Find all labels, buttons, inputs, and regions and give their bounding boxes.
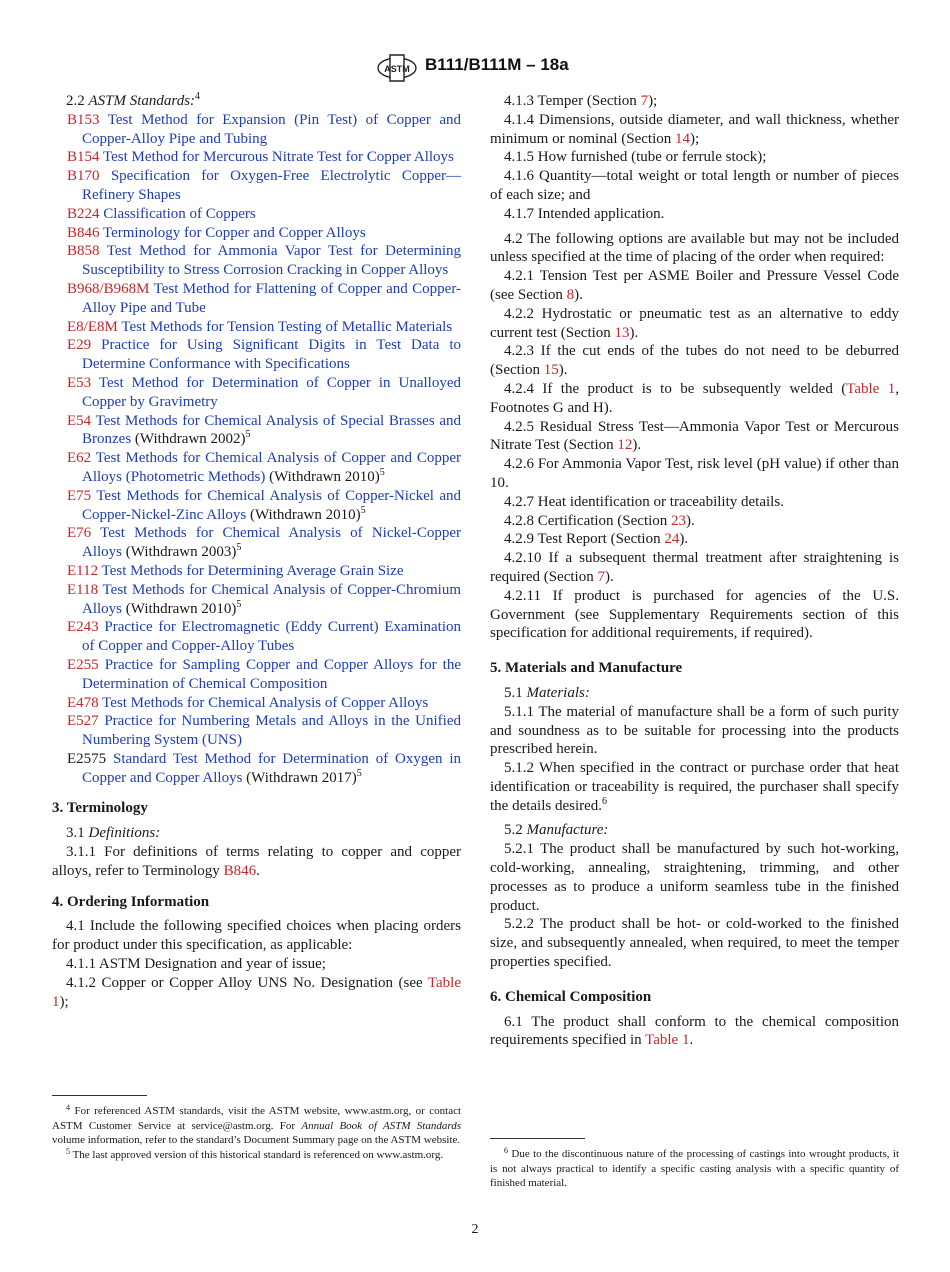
- standard-title-link[interactable]: Test Method for Flattening of Copper and Copper-Alloy Pipe and Tube: [82, 280, 462, 316]
- standard-code-link: E2575: [67, 750, 107, 767]
- standard-code-link[interactable]: E62: [67, 450, 92, 467]
- standard-reference-item: [52, 412, 461, 450]
- document-designation: B111/B111M – 18a: [425, 55, 569, 74]
- section-5-2-2: 5.2.2 The product shall be hot- or cold-worked to the finished size, and subsequently annealed, when required, to meet the temper properties specified.: [490, 916, 899, 971]
- standard-reference-item: [52, 524, 461, 562]
- standard-code-link[interactable]: B170: [67, 168, 100, 185]
- standard-reference-item: [52, 581, 461, 619]
- section-4-1: 4.1 Include the following specified choices when placing orders for product under this specification, as applicable:: [52, 918, 461, 954]
- standard-title-link[interactable]: Practice for Numbering Metals and Alloys in the Unified Numbering System (UNS): [82, 713, 461, 749]
- section-4-1-6: 4.1.6 Quantity—total weight or total length or number of pieces of each size; and: [490, 168, 899, 203]
- standard-reference-item: [52, 374, 461, 412]
- standard-title-link[interactable]: Test Methods for Tension Testing of Metallic Materials: [121, 318, 453, 335]
- footnotes-left: [52, 1104, 461, 1162]
- section-4-2-3: 4.2.3 If the cut ends of the tubes do not need to be deburred (Section 15).: [490, 343, 899, 379]
- footnote-4: $^4$ For referenced ASTM standards, visit the ASTM website, www.astm.org, or contact ASTM Customer Service at service@astm.org. For Annual Book of ASTM Standards volume information, refer to the standard’s Document Summary page on the ASTM website.: [52, 1103, 462, 1146]
- astm-logo-icon: [377, 51, 417, 85]
- standard-title-link[interactable]: Test Methods for Chemical Analysis of Special Brasses and Bronzes: [82, 412, 461, 448]
- terminology-link[interactable]: B846: [223, 862, 257, 879]
- section-3-heading: 3. Terminology: [52, 800, 148, 817]
- standard-title-link[interactable]: Test Method for Determination of Copper in Unalloyed Copper by Gravimetry: [82, 374, 462, 410]
- standard-reference-item: [52, 167, 461, 205]
- standard-reference-item: [52, 318, 461, 337]
- standard-reference-item: [52, 712, 461, 750]
- standard-reference-item: [52, 111, 461, 149]
- footnote-marker: 5: [245, 429, 251, 441]
- page-header: [0, 50, 950, 86]
- table-1-link[interactable]: Table 1: [645, 1032, 690, 1049]
- withdrawn-note: (Withdrawn 2003): [125, 544, 237, 561]
- standard-code-link[interactable]: B224: [67, 205, 100, 222]
- standard-code-link[interactable]: E53: [67, 374, 92, 391]
- standard-title-link[interactable]: Test Methods for Chemical Analysis of Copper and Copper Alloys (Photometric Methods): [82, 450, 462, 485]
- footnote-marker: 5: [360, 504, 366, 516]
- standard-reference-item: [52, 205, 461, 224]
- section-4-2-4: 4.2.4 If the product is to be subsequently welded (Table 1, Footnotes G and H).: [490, 380, 899, 416]
- withdrawn-note: (Withdrawn 2010): [269, 468, 380, 485]
- standard-code-link[interactable]: B846: [67, 224, 100, 241]
- section-link[interactable]: 12: [617, 437, 633, 454]
- standard-code-link[interactable]: B154: [67, 149, 100, 166]
- section-link[interactable]: 15: [543, 362, 559, 379]
- section-5-2: 5.2 Manufacture:: [504, 822, 609, 839]
- standard-title-link[interactable]: Test Method for Expansion (Pin Test) of Copper and Copper-Alloy Pipe and Tubing: [82, 111, 461, 147]
- section-4-2-6: 4.2.6 For Ammonia Vapor Test, risk level (pH value) if other than 10.: [490, 456, 899, 491]
- standard-title-link[interactable]: Test Methods for Chemical Analysis of Copper-Nickel and Copper-Nickel-Zinc Alloys: [82, 487, 461, 523]
- section-5-1-2: 5.1.2 When specified in the contract or purchase order that heat identification or traceability is required, the purchaser shall specify the details desired.$^6$: [490, 760, 899, 814]
- standard-title-link[interactable]: Test Method for Ammonia Vapor Test for Determining Susceptibility to Stress Corrosion Cracking in Copper Alloys: [82, 243, 461, 279]
- footnote-marker: 5: [236, 598, 242, 610]
- standard-code-link[interactable]: B968/B968M: [67, 280, 150, 297]
- section-5-1: 5.1 Materials:: [504, 684, 590, 701]
- standard-title-link[interactable]: Terminology for Copper and Copper Alloys: [103, 224, 366, 241]
- standard-code-link[interactable]: E118: [67, 581, 99, 598]
- standard-reference-item: [52, 242, 461, 280]
- standard-title-link[interactable]: Test Method for Mercurous Nitrate Test for Copper Alloys: [103, 149, 454, 166]
- standard-code-link[interactable]: E112: [67, 562, 99, 579]
- section-link[interactable]: 24: [664, 531, 680, 548]
- footnote-marker: 5: [379, 466, 385, 478]
- standard-title-link[interactable]: Test Methods for Chemical Analysis of Nickel-Copper Alloys: [82, 525, 461, 561]
- standard-title-link[interactable]: Test Methods for Determining Average Grain Size: [101, 562, 404, 579]
- standard-title-link[interactable]: Practice for Using Significant Digits in Test Data to Determine Conformance with Specifications: [82, 337, 461, 373]
- footnote-marker: 5: [356, 767, 362, 779]
- section-link[interactable]: 7: [597, 568, 605, 585]
- section-4-2-8: 4.2.8 Certification (Section 23).: [504, 512, 695, 529]
- standard-reference-item: [52, 148, 461, 167]
- standard-reference-item: [52, 449, 461, 487]
- standard-reference-item: [52, 487, 461, 525]
- standard-code-link[interactable]: B153: [67, 111, 100, 128]
- page-number: 2: [471, 1222, 479, 1237]
- section-link[interactable]: 23: [671, 512, 687, 529]
- standard-reference-item: [52, 280, 461, 318]
- standard-code-link[interactable]: E29: [67, 337, 92, 354]
- section-4-2-9: 4.2.9 Test Report (Section 24).: [504, 531, 689, 548]
- section-link[interactable]: 13: [614, 324, 630, 341]
- standard-title-link[interactable]: Classification of Coppers: [103, 205, 256, 222]
- withdrawn-note: (Withdrawn 2002): [134, 431, 246, 448]
- standard-reference-item: [52, 750, 461, 788]
- standard-code-link[interactable]: E54: [67, 412, 92, 429]
- section-4-1-7: 4.1.7 Intended application.: [504, 205, 665, 222]
- standard-title-link[interactable]: Practice for Electromagnetic (Eddy Current) Examination of Copper and Copper-Alloy Tubes: [82, 619, 461, 655]
- standard-title-link[interactable]: Practice for Sampling Copper and Copper Alloys for the Determination of Chemical Composition: [82, 656, 462, 692]
- standard-code-link[interactable]: E243: [67, 619, 99, 636]
- standard-code-link[interactable]: E75: [67, 487, 92, 504]
- standard-title-link[interactable]: Specification for Oxygen-Free Electrolytic Copper—Refinery Shapes: [82, 168, 461, 203]
- left-column: [52, 92, 461, 1011]
- standard-code-link[interactable]: E527: [67, 713, 99, 730]
- section-6-1: 6.1 The product shall conform to the chemical composition requirements specified in Table 1.: [490, 1013, 899, 1049]
- footnote-rule-left: [52, 1095, 147, 1096]
- table-1-link[interactable]: Table 1: [846, 380, 896, 397]
- section-4-1-4: 4.1.4 Dimensions, outside diameter, and wall thickness, whether minimum or nominal (Section 14);: [490, 111, 899, 147]
- section-4-2-2: 4.2.2 Hydrostatic or pneumatic test as an alternative to eddy current test (Section 13).: [490, 305, 899, 341]
- section-link[interactable]: 7: [640, 93, 649, 109]
- standard-reference-item: [52, 562, 461, 581]
- standard-title-link[interactable]: Standard Test Method for Determination of Oxygen in Copper and Copper Alloys: [82, 750, 461, 786]
- standard-title-link[interactable]: Test Methods for Chemical Analysis of Copper-Chromium Alloys: [82, 581, 461, 617]
- section-4-2: 4.2 The following options are available but may not be included unless specified at the time of placing of the order when required:: [490, 230, 899, 266]
- standard-code-link[interactable]: E8/E8M: [67, 318, 118, 335]
- footnote-rule-right: [490, 1138, 585, 1139]
- section-4-1-3: 4.1.3 Temper (Section 7);: [504, 93, 658, 109]
- section-3-1: 3.1 Definitions:: [66, 825, 161, 842]
- section-4-heading: 4. Ordering Information: [52, 893, 210, 910]
- table-1-link[interactable]: Table 1: [52, 974, 461, 1010]
- footnote-6: $^6$ Due to the discontinuous nature of the processing of castings into wrought products, it is not always practical to identify a specific casting analysis with a specific quantity of finished material.: [490, 1146, 900, 1189]
- svg-text:ASTM: ASTM: [384, 64, 410, 74]
- standard-code-link[interactable]: E478: [67, 694, 99, 711]
- withdrawn-note: (Withdrawn 2010): [125, 600, 237, 617]
- section-6-heading: 6. Chemical Composition: [490, 988, 652, 1005]
- section-link[interactable]: 8: [566, 286, 575, 303]
- section-2-2-heading: 2.2 ASTM Standards:$^4$: [66, 91, 201, 109]
- section-4-2-5: 4.2.5 Residual Stress Test—Ammonia Vapor Test or Mercurous Nitrate Test (Section 12).: [490, 418, 899, 454]
- section-4-2-1: 4.2.1 Tension Test per ASME Boiler and Pressure Vessel Code (see Section 8).: [490, 268, 899, 303]
- section-4-1-1: 4.1.1 ASTM Designation and year of issue;: [66, 956, 326, 973]
- standard-reference-item: [52, 694, 461, 713]
- section-link[interactable]: 14: [674, 130, 690, 147]
- standard-code-link[interactable]: E76: [67, 525, 92, 542]
- standard-title-link[interactable]: Test Methods for Chemical Analysis of Copper Alloys: [102, 694, 429, 711]
- section-5-2-1: 5.2.1 The product shall be manufactured by such hot-working, cold-working, annealing, straightening, trimming, and other processes as to produce a uniform seamless tube in the finished product.: [490, 841, 899, 914]
- standard-reference-item: [52, 618, 461, 656]
- section-4-1-5: 4.1.5 How furnished (tube or ferrule stock);: [504, 149, 767, 166]
- standard-reference-item: [52, 224, 461, 243]
- section-3-1-1: 3.1.1 For definitions of terms relating to copper and copper alloys, refer to Terminology B846.: [52, 844, 461, 879]
- standard-reference-item: [52, 656, 461, 694]
- standard-code-link[interactable]: B858: [67, 243, 100, 260]
- section-4-2-10: 4.2.10 If a subsequent thermal treatment after straightening is required (Section 7).: [490, 550, 899, 585]
- section-4-2-7: 4.2.7 Heat identification or traceability details.: [504, 493, 784, 510]
- withdrawn-note: (Withdrawn 2017): [246, 769, 357, 786]
- referenced-standards-list: [52, 111, 461, 788]
- footnote-marker: 5: [236, 542, 242, 554]
- standard-code-link[interactable]: E255: [67, 656, 99, 673]
- footnote-5: $^5$ The last approved version of this historical standard is referenced on www.astm.org.: [66, 1146, 444, 1161]
- section-4-2-11: 4.2.11 If product is purchased for agencies of the U.S. Government (see Supplementary Requirements section of this specification for additional requirements, if required).: [490, 587, 899, 642]
- section-5-1-1: 5.1.1 The material of manufacture shall be a form of such purity and soundness as to be suitable for processing into the products prescribed herein.: [490, 703, 899, 758]
- section-5-heading: 5. Materials and Manufacture: [490, 660, 683, 677]
- section-4-1-2: 4.1.2 Copper or Copper Alloy UNS No. Designation (see Table 1);: [52, 974, 461, 1010]
- withdrawn-note: (Withdrawn 2010): [250, 506, 361, 523]
- standard-reference-item: [52, 336, 461, 374]
- right-column: [490, 92, 899, 1050]
- footnotes-right: [490, 1147, 899, 1191]
